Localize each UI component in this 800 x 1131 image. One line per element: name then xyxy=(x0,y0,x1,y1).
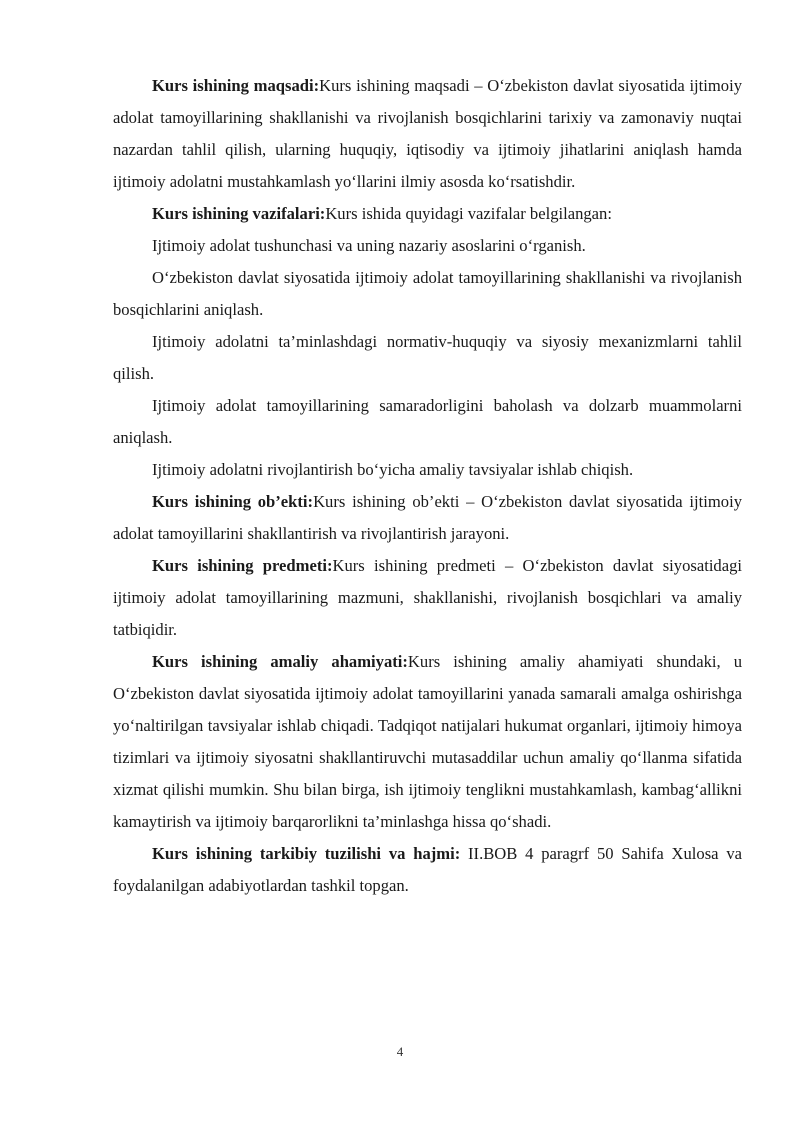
paragraph-text: Kurs ishining maqsadi – O‘zbekiston davlat siyosatida ijtimoiy adolat tamoyillarining shakllanishi va rivojlanish bosqichlarini tarixiy va zamonaviy nuqtai nazardan tahlil qilish, ularning huquqiy, iqtisodiy va ijtimoiy jihatlarini aniqlash hamda ijtimoiy adolatni mustahkamlash yo‘llarini ilmiy asosda ko‘rsatishdir. xyxy=(113,76,742,191)
task-item xyxy=(113,390,742,454)
paragraph-heading: Kurs ishining predmeti: xyxy=(152,556,333,575)
paragraph-heading: Kurs ishining vazifalari: xyxy=(152,204,326,223)
paragraph-maqsad xyxy=(113,70,742,198)
paragraph-predmet xyxy=(113,550,742,646)
paragraph-heading: Kurs ishining maqsadi: xyxy=(152,76,320,95)
paragraph-tarkib xyxy=(113,838,742,902)
paragraph-text: Ijtimoiy adolat tamoyillarining samaradorligini baholash va dolzarb muammolarni aniqlash. xyxy=(113,396,742,447)
paragraph-vazifalar xyxy=(113,198,742,230)
paragraph-text: Ijtimoiy adolatni rivojlantirish bo‘yicha amaliy tavsiyalar ishlab chiqish. xyxy=(152,460,634,479)
task-item xyxy=(113,454,742,486)
paragraph-ahamiyat xyxy=(113,646,742,838)
page-number: 4 xyxy=(396,1044,404,1059)
paragraph-text: Kurs ishining ob’ekti – O‘zbekiston davlat siyosatida ijtimoiy adolat tamoyillarini shakllantirish va rivojlantirish jarayoni. xyxy=(113,492,742,543)
paragraph-text: Kurs ishining predmeti – O‘zbekiston davlat siyosatidagi ijtimoiy adolat tamoyillarining mazmuni, shakllanishi, rivojlanish bosqichlari va amaliy tatbiqidir. xyxy=(113,556,742,639)
paragraph-heading: Kurs ishining tarkibiy tuzilishi va hajmi: xyxy=(152,844,461,863)
paragraph-text: Ijtimoiy adolat tushunchasi va uning nazariy asoslarini o‘rganish. xyxy=(152,236,586,255)
paragraph-text: Kurs ishida quyidagi vazifalar belgilangan: xyxy=(325,204,612,223)
task-item xyxy=(113,230,742,262)
task-item xyxy=(113,262,742,326)
page-content xyxy=(113,70,742,902)
paragraph-text: Kurs ishining amaliy ahamiyati shundaki, u O‘zbekiston davlat siyosatida ijtimoiy adolat tamoyillarini yanada samarali amalga oshirishga yo‘naltirilgan tavsiyalar ishlab chiqadi. Tadqiqot natijalari hukumat organlari, ijtimoiy himoya tizimlari va ijtimoiy siyosatni shakllantiruvchi mutasaddilar uchun amaliy qo‘llanma sifatida xizmat qilishi mumkin. Shu bilan birga, ish ijtimoiy tenglikni mustahkamlash, kambag‘allikni kamaytirish va ijtimoiy barqarorlikni ta’minlashga hissa qo‘shadi. xyxy=(113,652,742,831)
paragraph-heading: Kurs ishining ob’ekti: xyxy=(152,492,314,511)
paragraph-heading: Kurs ishining amaliy ahamiyati: xyxy=(152,652,408,671)
task-item xyxy=(113,326,742,390)
paragraph-obekt xyxy=(113,486,742,550)
paragraph-text: II.BOB 4 paragrf 50 Sahifa Xulosa va foydalanilgan adabiyotlardan tashkil topgan. xyxy=(113,844,742,895)
paragraph-text: O‘zbekiston davlat siyosatida ijtimoiy adolat tamoyillarining shakllanishi va rivojlanish bosqichlarini aniqlash. xyxy=(113,268,742,319)
paragraph-text: Ijtimoiy adolatni ta’minlashdagi normativ-huquqiy va siyosiy mexanizmlarni tahlil qilish. xyxy=(113,332,742,383)
